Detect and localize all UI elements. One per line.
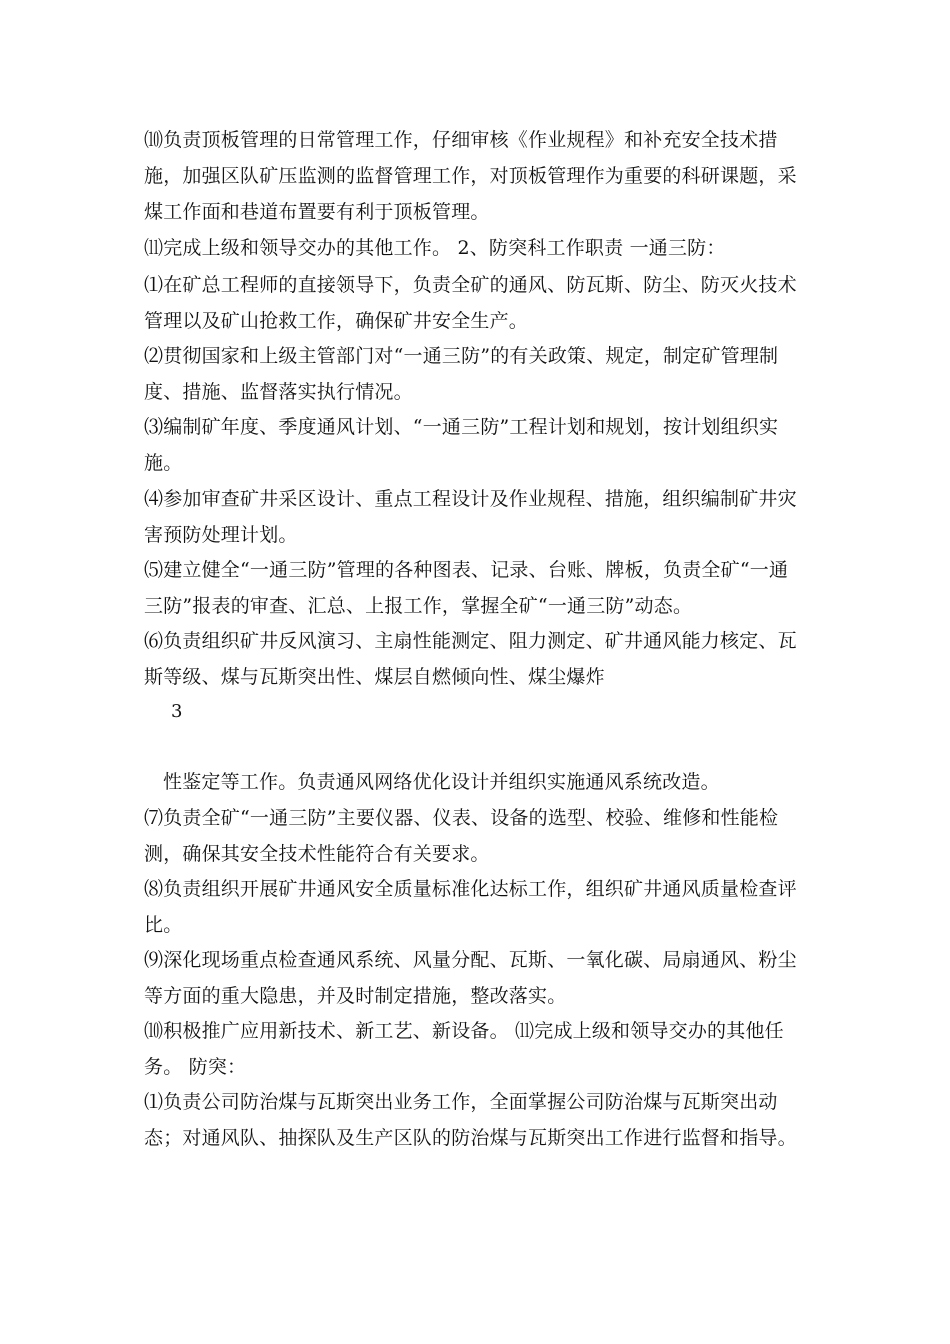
paragraph-outburst-prevention: ⑴负责公司防治煤与瓦斯突出业务工作，全面掌握公司防治煤与瓦斯突出动态；对通风队、抽探队及生产区队的防治煤与瓦斯突出工作进行监督和指导。 [144,1091,797,1149]
page-number: 3 [171,701,183,722]
paragraph-roof-management: ⑽负责顶板管理的日常管理工作，仔细审核《作业规程》和补充安全技术措施，加强区队矿压监测的监督管理工作，对顶板管理作为重要的科研课题，采煤工作面和巷道布置要有利于顶板管理。 [144,129,797,223]
paragraph-quality-standardization: ⑻负责组织开展矿井通风安全质量标准化达标工作，组织矿井通风质量检查评比。 [144,878,797,936]
paragraph-new-technology: ⑽积极推广应用新技术、新工艺、新设备。 ⑾完成上级和领导交办的其他任务。 防突： [144,1020,784,1078]
paragraph-reverse-wind-drill: ⑹负责组织矿井反风演习、主扇性能测定、阻力测定、矿井通风能力核定、瓦斯等级、煤与瓦斯突出性、煤层自燃倾向性、煤尘爆炸 [144,630,797,688]
paragraph-design-review: ⑷参加审查矿井采区设计、重点工程设计及作业规程、措施，组织编制矿井灾害预防处理计划。 [144,488,797,546]
paragraph-annual-plan: ⑶编制矿年度、季度通风计划、“一通三防”工程计划和规划，按计划组织实施。 [144,416,779,474]
paragraph-appraisal-continued: 性鉴定等工作。负责通风网络优化设计并组织实施通风系统改造。 [163,771,720,793]
paragraph-hazard-inspection: ⑼深化现场重点检查通风系统、风量分配、瓦斯、一氧化碳、局扇通风、粉尘等方面的重大隐患，并及时制定措施，整改落实。 [144,949,797,1007]
paragraph-ventilation-management: ⑴在矿总工程师的直接领导下，负责全矿的通风、防瓦斯、防尘、防灭火技术管理以及矿山抢救工作，确保矿井安全生产。 [144,274,797,332]
paragraph-other-work-and-duties: ⑾完成上级和领导交办的其他工作。 2、防突科工作职责 一通三防： [144,237,726,259]
paragraph-instrument-selection: ⑺负责全矿“一通三防”主要仪器、仪表、设备的选型、校验、维修和性能检测，确保其安全技术性能符合有关要求。 [144,807,779,865]
paragraph-policy-implementation: ⑵贯彻国家和上级主管部门对“一通三防”的有关政策、规定，制定矿管理制度、措施、监督落实执行情况。 [144,345,779,403]
paragraph-records-reports: ⑸建立健全“一通三防”管理的各种图表、记录、台账、牌板，负责全矿“一通三防”报表的审查、汇总、上报工作，掌握全矿“一通三防”动态。 [144,559,789,617]
